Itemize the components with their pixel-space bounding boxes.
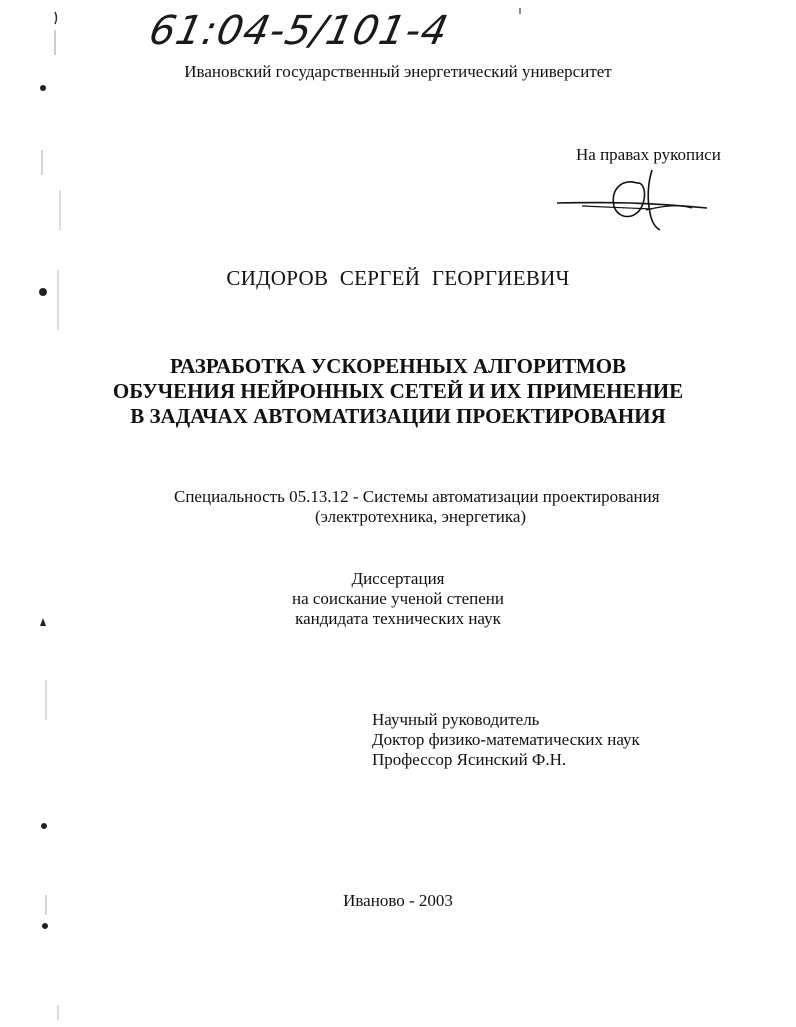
signature [552, 168, 712, 238]
supervisor-line: Профессор Ясинский Ф.Н. [372, 750, 567, 769]
specialty-line: Специальность 05.13.12 - Системы автоматизации проектирования [174, 487, 660, 506]
supervisor-line: Доктор физико-математических наук [372, 730, 640, 749]
author-name: СИДОРОВ СЕРГЕЙ ГЕОРГИЕВИЧ [226, 266, 570, 290]
rights-note: На правах рукописи [576, 145, 721, 164]
specialty-block [174, 487, 660, 527]
city-year: Иваново - 2003 [343, 891, 453, 910]
degree-line: кандидата технических наук [295, 609, 501, 628]
archive-code-handwritten: 61:04-5/101-4 [145, 8, 453, 54]
degree-line: Диссертация [351, 569, 445, 588]
supervisor-block [372, 710, 640, 770]
university-name: Ивановский государственный энергетический университет [184, 62, 612, 81]
dissertation-degree-block [0, 569, 796, 629]
dissertation-title [0, 354, 796, 429]
title-line: РАЗРАБОТКА УСКОРЕННЫХ АЛГОРИТМОВ [169, 354, 627, 378]
title-line: ОБУЧЕНИЯ НЕЙРОННЫХ СЕТЕЙ И ИХ ПРИМЕНЕНИЕ [112, 379, 684, 403]
title-line: В ЗАДАЧАХ АВТОМАТИЗАЦИИ ПРОЕКТИРОВАНИЯ [130, 404, 666, 428]
supervisor-line: Научный руководитель [372, 710, 540, 729]
degree-line: на соискание ученой степени [291, 589, 505, 608]
specialty-field: (электротехника, энергетика) [315, 507, 527, 526]
